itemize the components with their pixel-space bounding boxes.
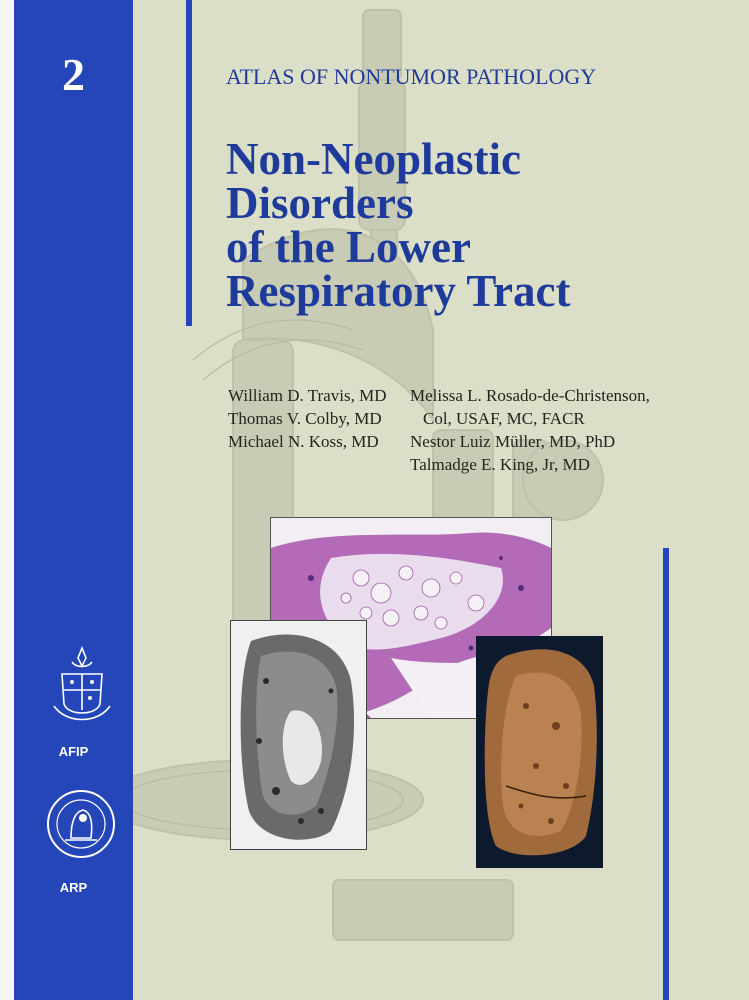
author-name: Nestor Luiz Müller, MD, PhD: [410, 432, 616, 451]
book-title-line: Non-Neoplastic: [226, 134, 521, 184]
series-title: ATLAS OF NONTUMOR PATHOLOGY: [226, 64, 597, 89]
author-name: Thomas V. Colby, MD: [228, 409, 382, 428]
book-title: [226, 134, 571, 316]
afip-seal-icon: [50, 644, 114, 730]
book-title-line: Respiratory Tract: [226, 266, 571, 316]
arp-seal-icon: [45, 778, 117, 870]
afip-label: AFIP: [58, 744, 89, 759]
series-number: 2: [62, 49, 85, 100]
accent-rule-top: [186, 0, 192, 326]
arp-label: ARP: [59, 880, 88, 895]
gross-lung-specimen: [476, 636, 603, 868]
author-name: William D. Travis, MD: [228, 386, 387, 405]
accent-rule-bottom: [663, 548, 669, 1000]
cover-edge: [0, 0, 14, 1000]
book-title-line: Disorders: [226, 178, 414, 228]
authors-right-column: [410, 384, 650, 476]
lung-ct-scan: [230, 620, 367, 850]
book-title-line: of the Lower: [226, 222, 471, 272]
author-name: Talmadge E. King, Jr, MD: [410, 455, 590, 474]
author-credentials: Col, USAF, MC, FACR: [423, 409, 585, 428]
author-name: Michael N. Koss, MD: [228, 432, 379, 451]
authors-left-column: [228, 384, 386, 453]
author-name: Melissa L. Rosado-de-Christenson,: [410, 386, 650, 405]
